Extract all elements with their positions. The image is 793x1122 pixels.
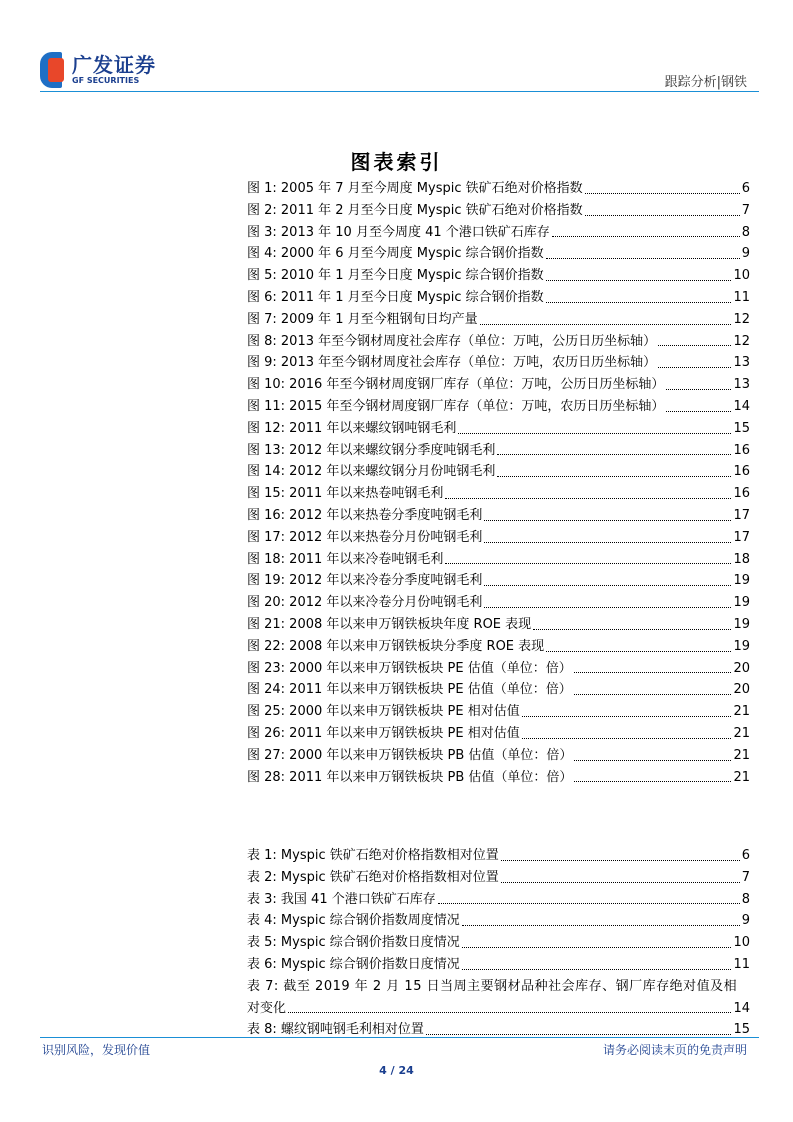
index-entry[interactable] — [247, 867, 750, 889]
dot-leader — [574, 760, 731, 761]
entry-label: 图 23: 2000 年以来申万钢铁板块 PE 估值（单位：倍） — [247, 660, 572, 676]
entry-label: 图 26: 2011 年以来申万钢铁板块 PE 相对估值 — [247, 725, 520, 741]
index-entry[interactable] — [247, 200, 750, 222]
entry-label: 图 22: 2008 年以来申万钢铁板块分季度 ROE 表现 — [247, 638, 545, 654]
dot-leader — [522, 716, 732, 717]
entry-page: 9 — [741, 246, 750, 262]
entry-label: 图 18: 2011 年以来冷卷吨钢毛利 — [247, 551, 444, 567]
dot-leader — [658, 367, 731, 368]
dot-leader — [666, 389, 731, 390]
entry-label: 图 20: 2012 年以来冷卷分月份吨钢毛利 — [247, 595, 483, 611]
entry-label: 图 1: 2005 年 7 月至今周度 Myspic 铁矿石绝对价格指数 — [247, 181, 583, 196]
index-entry-line[interactable]: 表 7: 截至 2019 年 2 月 15 日当周主要钢材品种社会库存、钢厂库存绝对值及相 — [247, 978, 738, 994]
dot-leader — [288, 1012, 731, 1013]
entry-label: 图 9: 2013 年至今钢材周度社会库存（单位：万吨，农历日历坐标轴） — [247, 355, 657, 371]
dot-leader — [552, 236, 740, 237]
index-entry[interactable] — [247, 549, 750, 571]
entry-page: 10 — [733, 935, 750, 951]
entry-label: 表 3: 我国 41 个港口铁矿石库存 — [247, 891, 436, 907]
entry-page: 8 — [741, 891, 750, 907]
entry-label: 表 4: Myspic 综合钢价指数周度情况 — [247, 913, 460, 929]
dot-leader — [546, 280, 732, 281]
page-title: 图表索引 — [350, 150, 443, 174]
entry-page: 14 — [733, 1000, 750, 1016]
entry-label: 图 7: 2009 年 1 月至今粗钢旬日均产量 — [247, 311, 478, 327]
entry-page: 21 — [733, 704, 750, 720]
entry-label: 图 11: 2015 年至今钢材周度钢厂库存（单位：万吨，农历日历坐标轴） — [247, 398, 665, 414]
dot-leader — [484, 607, 731, 608]
index-entry[interactable] — [247, 461, 750, 483]
logo-icon — [40, 52, 66, 88]
entry-page: 19 — [733, 573, 750, 589]
entry-label: 图 13: 2012 年以来螺纹钢分季度吨钢毛利 — [247, 442, 496, 458]
index-entry[interactable] — [247, 701, 750, 723]
entry-page: 13 — [733, 377, 750, 393]
index-entry[interactable] — [247, 309, 750, 331]
entry-page: 18 — [733, 551, 750, 567]
index-entry[interactable] — [247, 331, 750, 353]
index-entry[interactable] — [247, 352, 750, 374]
entry-page: 11 — [733, 956, 750, 972]
index-entry[interactable] — [247, 505, 750, 527]
entry-page: 19 — [733, 616, 750, 632]
entry-page: 17 — [733, 529, 750, 545]
entry-label: 对变化 — [247, 1000, 287, 1016]
index-entry[interactable] — [247, 592, 750, 614]
index-entry[interactable] — [247, 910, 750, 932]
dot-leader — [484, 542, 731, 543]
index-entry[interactable] — [247, 396, 750, 418]
index-entry[interactable] — [247, 658, 750, 680]
dot-leader — [426, 1034, 732, 1035]
entry-page: 16 — [733, 442, 750, 458]
entry-label: 图 28: 2011 年以来申万钢铁板块 PB 估值（单位：倍） — [247, 769, 573, 785]
entry-label: 表 2: Myspic 铁矿石绝对价格指数相对位置 — [247, 869, 499, 885]
entry-label: 图 19: 2012 年以来冷卷分季度吨钢毛利 — [247, 573, 483, 589]
entry-page: 10 — [733, 268, 750, 284]
entry-page: 19 — [733, 595, 750, 611]
entry-page: 21 — [733, 725, 750, 741]
dot-leader — [484, 585, 731, 586]
entry-page: 11 — [733, 289, 750, 305]
dot-leader — [574, 672, 732, 673]
index-entry[interactable] — [247, 440, 750, 462]
dot-leader — [574, 694, 732, 695]
dot-leader — [501, 860, 740, 861]
dot-leader — [438, 903, 740, 904]
index-entry[interactable] — [247, 287, 750, 309]
entry-page: 9 — [741, 913, 750, 929]
entry-label: 图 14: 2012 年以来螺纹钢分月份吨钢毛利 — [247, 464, 496, 480]
header-section: 跟踪分析|钢铁 — [664, 75, 747, 90]
dot-leader — [658, 345, 731, 346]
header-divider — [40, 91, 759, 92]
index-entry[interactable] — [247, 998, 750, 1020]
dot-leader — [574, 781, 731, 782]
entry-page: 6 — [741, 848, 750, 863]
index-entry[interactable] — [247, 954, 750, 976]
index-entry[interactable] — [247, 570, 750, 592]
entry-page: 7 — [741, 202, 750, 218]
dot-leader — [480, 324, 732, 325]
page-number: 4 / 24 — [379, 1064, 414, 1077]
entry-label: 图 5: 2010 年 1 月至今日度 Myspic 综合钢价指数 — [247, 268, 544, 284]
dot-leader — [462, 925, 740, 926]
entry-page: 13 — [733, 355, 750, 371]
dot-leader — [497, 476, 731, 477]
dot-leader — [546, 258, 740, 259]
dot-leader — [546, 651, 731, 652]
entry-label: 图 4: 2000 年 6 月至今周度 Myspic 综合钢价指数 — [247, 246, 544, 262]
entry-page: 14 — [733, 398, 750, 414]
entry-label: 表 5: Myspic 综合钢价指数日度情况 — [247, 935, 460, 951]
entry-page: 16 — [733, 486, 750, 502]
footer-slogan: 识别风险，发现价值 — [42, 1043, 151, 1057]
entry-label: 图 16: 2012 年以来热卷分季度吨钢毛利 — [247, 507, 483, 523]
entry-page: 7 — [741, 869, 750, 885]
dot-leader — [666, 411, 731, 412]
dot-leader — [585, 193, 740, 194]
index-entry[interactable] — [247, 767, 750, 789]
entry-label: 图 8: 2013 年至今钢材周度社会库存（单位：万吨，公历日历坐标轴） — [247, 333, 657, 349]
footer-divider — [40, 1037, 759, 1038]
dot-leader — [501, 882, 740, 883]
index-entry[interactable] — [247, 527, 750, 549]
index-entry[interactable] — [247, 243, 750, 265]
dot-leader — [458, 433, 731, 434]
entry-page: 20 — [733, 682, 750, 698]
footer-disclaimer: 请务必阅读末页的免责声明 — [602, 1043, 747, 1057]
index-entry[interactable] — [247, 222, 750, 244]
entry-page: 17 — [733, 507, 750, 523]
entry-label: 图 27: 2000 年以来申万钢铁板块 PB 估值（单位：倍） — [247, 747, 573, 763]
entry-page: 21 — [733, 769, 750, 785]
index-entry[interactable] — [247, 418, 750, 440]
index-entry[interactable] — [247, 679, 750, 701]
entry-label: 图 12: 2011 年以来螺纹钢吨钢毛利 — [247, 420, 457, 436]
entry-label: 表 1: Myspic 铁矿石绝对价格指数相对位置 — [247, 848, 499, 863]
figure-index — [247, 178, 750, 788]
entry-label: 图 6: 2011 年 1 月至今日度 Myspic 综合钢价指数 — [247, 289, 544, 305]
index-entry[interactable] — [247, 614, 750, 636]
dot-leader — [585, 215, 740, 216]
dot-leader — [533, 629, 731, 630]
dot-leader — [497, 454, 731, 455]
entry-page: 20 — [733, 660, 750, 676]
entry-page: 12 — [733, 311, 750, 327]
index-entry[interactable] — [247, 374, 750, 396]
index-entry[interactable] — [247, 889, 750, 911]
index-entry[interactable] — [247, 178, 750, 200]
entry-page: 15 — [733, 1022, 750, 1038]
entry-label: 图 3: 2013 年 10 月至今周度 41 个港口铁矿石库存 — [247, 224, 550, 240]
entry-page: 21 — [733, 747, 750, 763]
index-entry[interactable] — [247, 723, 750, 745]
entry-page: 6 — [741, 181, 750, 196]
entry-label: 图 25: 2000 年以来申万钢铁板块 PE 相对估值 — [247, 704, 520, 720]
entry-page: 16 — [733, 464, 750, 480]
entry-label: 图 2: 2011 年 2 月至今日度 Myspic 铁矿石绝对价格指数 — [247, 202, 583, 218]
index-entry[interactable] — [247, 845, 750, 867]
index-entry[interactable] — [247, 636, 750, 658]
entry-label: 图 21: 2008 年以来申万钢铁板块年度 ROE 表现 — [247, 616, 532, 632]
entry-label: 图 24: 2011 年以来申万钢铁板块 PE 估值（单位：倍） — [247, 682, 572, 698]
entry-label: 图 15: 2011 年以来热卷吨钢毛利 — [247, 486, 444, 502]
entry-page: 12 — [733, 333, 750, 349]
logo-en: GF SECURITIES — [72, 76, 140, 85]
entry-label: 表 6: Myspic 综合钢价指数日度情况 — [247, 956, 460, 972]
dot-leader — [484, 520, 731, 521]
index-entry[interactable] — [247, 745, 750, 767]
gf-securities-logo — [40, 52, 156, 88]
logo-cn: 广发证券 — [72, 53, 156, 77]
dot-leader — [546, 302, 732, 303]
dot-leader — [522, 738, 732, 739]
dot-leader — [462, 947, 732, 948]
dot-leader — [462, 969, 732, 970]
entry-page: 8 — [741, 224, 750, 240]
entry-label: 图 17: 2012 年以来热卷分月份吨钢毛利 — [247, 529, 483, 545]
entry-label: 图 10: 2016 年至今钢材周度钢厂库存（单位：万吨，公历日历坐标轴） — [247, 377, 665, 393]
entry-page: 15 — [733, 420, 750, 436]
index-entry[interactable] — [247, 932, 750, 954]
index-entry[interactable] — [247, 483, 750, 505]
dot-leader — [445, 498, 731, 499]
entry-label: 表 8: 螺纹钢吨钢毛利相对位置 — [247, 1022, 424, 1038]
dot-leader — [445, 563, 731, 564]
table-index — [247, 845, 750, 1041]
entry-page: 19 — [733, 638, 750, 654]
index-entry[interactable] — [247, 265, 750, 287]
